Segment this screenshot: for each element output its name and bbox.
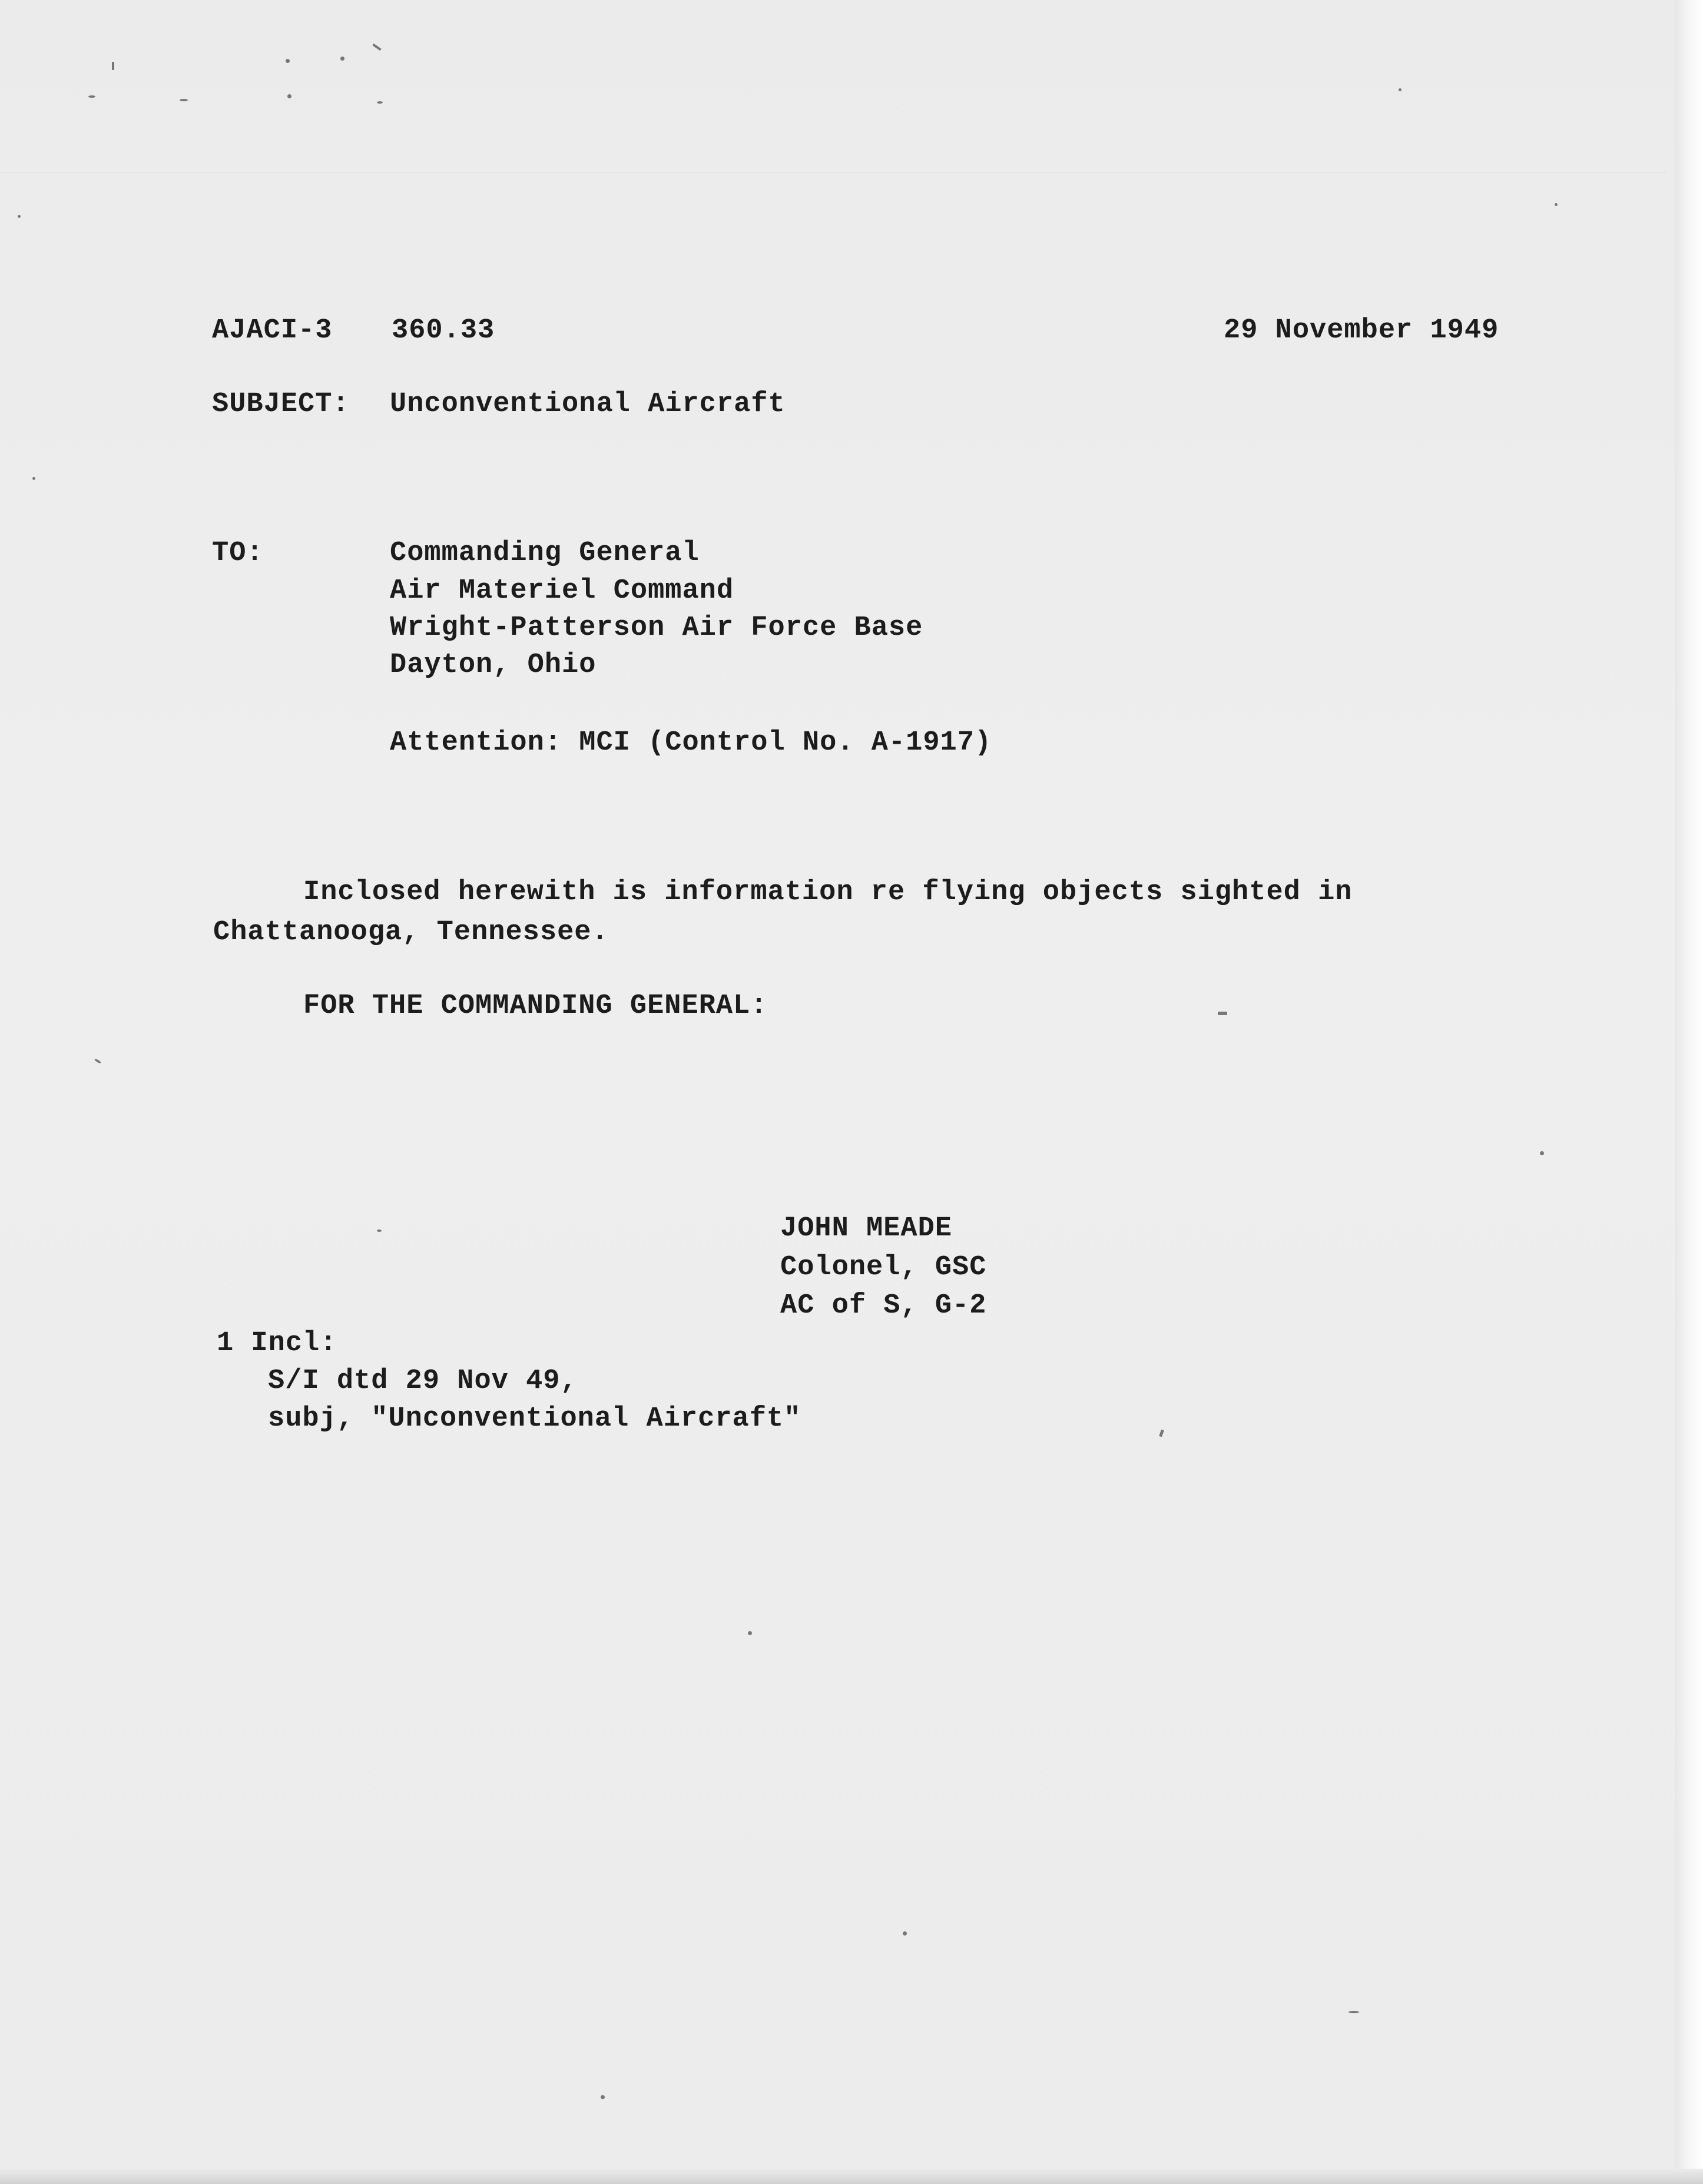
scan-speck [377,1229,382,1232]
scan-speck [377,101,383,104]
scan-speck [903,1931,907,1936]
to-label: TO: [212,538,264,569]
signer-rank: Colonel, GSC [780,1252,987,1283]
addressee-line-2: Air Materiel Command [390,575,734,607]
scan-speck [1218,1012,1227,1015]
attention-line: Attention: MCI (Control No. A-1917) [390,727,992,758]
office-symbol: AJACI-3 [212,315,333,346]
scan-speck [112,62,114,70]
scan-speck [1349,2011,1359,2013]
inclosure-label: 1 Incl: [217,1328,337,1359]
scan-speck [372,44,381,51]
paper-bottom-edge [0,2169,1703,2184]
scan-speck [340,57,344,61]
scan-speck [180,99,188,101]
scan-speck [748,1631,752,1635]
scan-speck [88,95,95,98]
scan-speck [1159,1430,1164,1437]
paper-right-edge [1675,0,1703,2184]
closing-line: FOR THE COMMANDING GENERAL: [303,990,768,1022]
subject-text: Unconventional Aircraft [390,389,786,420]
signer-title: AC of S, G-2 [780,1290,987,1321]
scan-speck [287,94,291,98]
addressee-line-1: Commanding General [390,538,700,569]
scan-speck [601,2095,605,2099]
scan-speck [94,1058,101,1063]
body-line-2: Chattanooga, Tennessee. [213,917,609,948]
scan-speck [1540,1151,1544,1155]
addressee-line-4: Dayton, Ohio [390,649,597,681]
addressee-line-3: Wright-Patterson Air Force Base [390,612,923,644]
inclosure-line-2: subj, "Unconventional Aircraft" [268,1403,801,1434]
scan-speck [32,477,35,480]
letter-date: 29 November 1949 [1224,315,1499,346]
subject-label: SUBJECT: [212,389,350,420]
signer-name: JOHN MEADE [780,1213,953,1244]
scan-speck [18,215,21,218]
scan-speck [1555,203,1558,206]
inclosure-line-1: S/I dtd 29 Nov 49, [268,1366,578,1397]
scan-speck [286,59,290,63]
scan-speck [1399,88,1402,91]
paper-fold-line [0,172,1666,173]
file-number: 360.33 [392,315,495,346]
body-line-1: Inclosed herewith is information re flying objects sighted in [303,877,1353,908]
